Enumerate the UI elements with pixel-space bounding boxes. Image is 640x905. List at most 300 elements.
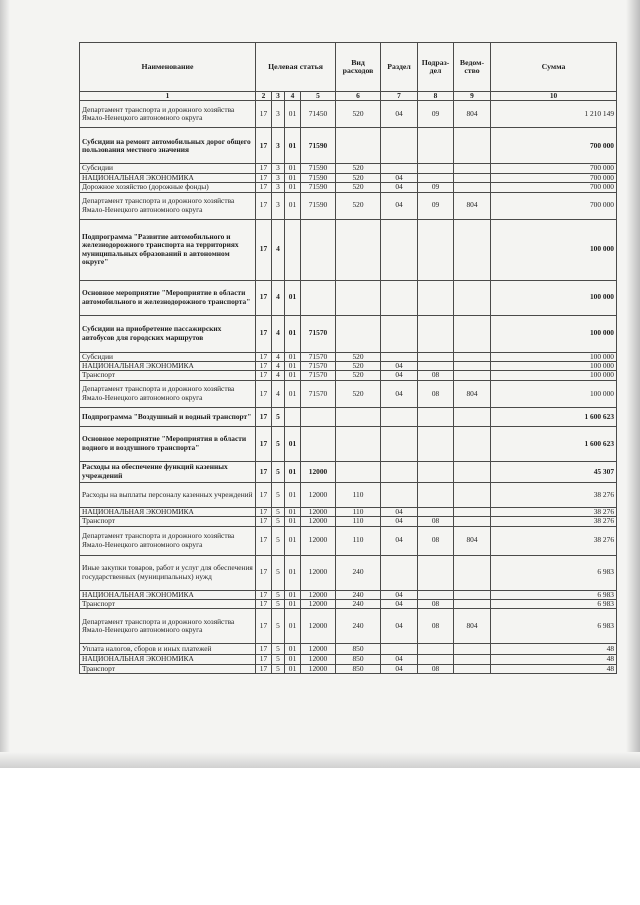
expense-type-code: 520 [336,352,381,361]
target-code-2: 5 [272,407,285,426]
target-code-2: 5 [272,609,285,644]
department-code [454,362,491,371]
table-row [80,644,617,655]
header-name: Наименование [80,43,256,92]
target-code-2: 3 [272,192,285,219]
target-code-1: 17 [256,280,272,315]
department-code: 804 [454,526,491,555]
target-code-1: 17 [256,362,272,371]
target-code-1: 17 [256,517,272,526]
target-code-2: 4 [272,315,285,352]
target-code-4 [301,407,336,426]
row-name: НАЦИОНАЛЬНАЯ ЭКОНОМИКА [80,362,256,371]
section-code [381,352,418,361]
department-code [454,219,491,280]
table-row [80,128,617,164]
header-expense-type: Вид расходов [336,43,381,92]
table-row [80,219,617,280]
column-number: 2 [256,92,272,101]
expense-type-code: 520 [336,371,381,380]
table-row [80,315,617,352]
table-row [80,407,617,426]
department-code [454,655,491,664]
sum-value: 1 600 623 [491,426,617,461]
row-name: НАЦИОНАЛЬНАЯ ЭКОНОМИКА [80,507,256,516]
expense-type-code: 240 [336,555,381,590]
target-code-3: 01 [285,609,301,644]
expense-type-code: 520 [336,164,381,173]
column-number: 3 [272,92,285,101]
sum-value: 700 000 [491,128,617,164]
target-code-3: 01 [285,526,301,555]
target-code-3: 01 [285,128,301,164]
subsection-code [418,315,454,352]
expense-type-code: 520 [336,101,381,128]
row-name: Департамент транспорта и дорожного хозяйства Ямало-Ненецкого автономного округа [80,101,256,128]
target-code-4: 12000 [301,482,336,507]
department-code [454,407,491,426]
target-code-2: 5 [272,555,285,590]
target-code-4: 71590 [301,173,336,182]
row-name: Расходы на обеспечение функций казенных учреждений [80,461,256,482]
department-code [454,461,491,482]
column-number: 4 [285,92,301,101]
sum-value: 38 276 [491,517,617,526]
target-code-3: 01 [285,655,301,664]
section-code [381,426,418,461]
table-row [80,192,617,219]
table-row [80,183,617,192]
sum-value: 45 307 [491,461,617,482]
sum-value: 700 000 [491,173,617,182]
row-name: Уплата налогов, сборов и иных платежей [80,644,256,655]
sum-value: 100 000 [491,315,617,352]
target-code-3: 01 [285,164,301,173]
row-name: Подпрограмма "Развитие автомобильного и железнодорожного транспорта на территориях муниципальных образований в автономном округе" [80,219,256,280]
sum-value: 700 000 [491,183,617,192]
expense-type-code [336,461,381,482]
expense-type-code: 520 [336,362,381,371]
target-code-2: 4 [272,362,285,371]
section-code: 04 [381,183,418,192]
sum-value: 1 600 623 [491,407,617,426]
department-code [454,644,491,655]
row-name: Дорожное хозяйство (дорожные фонды) [80,183,256,192]
table-row [80,380,617,407]
subsection-code: 08 [418,526,454,555]
column-number: 1 [80,92,256,101]
target-code-1: 17 [256,380,272,407]
page-edge-shadow-right [626,0,640,768]
target-code-2: 5 [272,526,285,555]
sum-value: 48 [491,664,617,673]
section-code [381,407,418,426]
department-code [454,173,491,182]
sum-value: 38 276 [491,507,617,516]
table-row [80,507,617,516]
target-code-1: 17 [256,664,272,673]
subsection-code [418,590,454,599]
table-row [80,352,617,361]
section-code [381,280,418,315]
target-code-4: 12000 [301,590,336,599]
section-code [381,482,418,507]
target-code-4: 12000 [301,517,336,526]
page-edge-shadow-left [0,0,10,768]
column-number: 10 [491,92,617,101]
table-row [80,426,617,461]
expense-type-code: 520 [336,192,381,219]
row-name: НАЦИОНАЛЬНАЯ ЭКОНОМИКА [80,173,256,182]
expense-type-code [336,128,381,164]
department-code [454,590,491,599]
target-code-3: 01 [285,590,301,599]
expense-type-code: 240 [336,590,381,599]
expense-type-code: 110 [336,517,381,526]
subsection-code [418,644,454,655]
subsection-code [418,507,454,516]
section-code: 04 [381,517,418,526]
section-code: 04 [381,101,418,128]
target-code-3 [285,407,301,426]
target-code-1: 17 [256,183,272,192]
subsection-code: 08 [418,600,454,609]
target-code-2: 4 [272,352,285,361]
department-code [454,315,491,352]
row-name: Транспорт [80,600,256,609]
target-code-1: 17 [256,590,272,599]
target-code-3: 01 [285,482,301,507]
target-code-1: 17 [256,371,272,380]
department-code [454,600,491,609]
table-row [80,482,617,507]
target-code-4: 71570 [301,371,336,380]
target-code-2: 4 [272,371,285,380]
target-code-4: 71450 [301,101,336,128]
expense-type-code: 110 [336,507,381,516]
target-code-4: 71590 [301,164,336,173]
target-code-2: 3 [272,101,285,128]
expense-type-code [336,315,381,352]
target-code-4: 12000 [301,600,336,609]
expense-type-code: 240 [336,600,381,609]
sum-value: 6 983 [491,609,617,644]
subsection-code [418,482,454,507]
target-code-1: 17 [256,555,272,590]
table-row [80,609,617,644]
target-code-3: 01 [285,192,301,219]
sum-value: 100 000 [491,280,617,315]
section-code: 04 [381,609,418,644]
expense-type-code [336,407,381,426]
target-code-2: 5 [272,426,285,461]
target-code-4: 12000 [301,461,336,482]
subsection-code [418,128,454,164]
target-code-1: 17 [256,644,272,655]
row-name: Департамент транспорта и дорожного хозяйства Ямало-Ненецкого автономного округа [80,192,256,219]
department-code: 804 [454,380,491,407]
row-name: Субсидии на приобретение пассажирских автобусов для городских маршрутов [80,315,256,352]
row-name: Департамент транспорта и дорожного хозяйства Ямало-Ненецкого автономного округа [80,609,256,644]
column-number: 5 [301,92,336,101]
sum-value: 100 000 [491,362,617,371]
target-code-4: 12000 [301,655,336,664]
target-code-3: 01 [285,600,301,609]
target-code-4: 71590 [301,183,336,192]
target-code-2: 5 [272,507,285,516]
target-code-1: 17 [256,609,272,644]
section-code [381,644,418,655]
target-code-3: 01 [285,380,301,407]
row-name: Расходы на выплаты персоналу казенных учреждений [80,482,256,507]
sum-value: 700 000 [491,192,617,219]
expense-type-code [336,219,381,280]
department-code: 804 [454,192,491,219]
row-name: Департамент транспорта и дорожного хозяйства Ямало-Ненецкого автономного округа [80,380,256,407]
subsection-code [418,164,454,173]
header-target-article: Целевая статья [256,43,336,92]
target-code-2: 5 [272,600,285,609]
target-code-3: 01 [285,517,301,526]
table-row [80,664,617,673]
target-code-2: 5 [272,664,285,673]
row-name: Иные закупки товаров, работ и услуг для обеспечения государственных (муниципальных) нужд [80,555,256,590]
target-code-3: 01 [285,371,301,380]
target-code-1: 17 [256,600,272,609]
section-code: 04 [381,173,418,182]
subsection-code: 09 [418,192,454,219]
target-code-4 [301,219,336,280]
header-subsection: Подраз-дел [418,43,454,92]
target-code-3: 01 [285,173,301,182]
target-code-1: 17 [256,655,272,664]
subsection-code [418,407,454,426]
target-code-1: 17 [256,407,272,426]
sum-value: 700 000 [491,164,617,173]
sum-value: 100 000 [491,352,617,361]
subsection-code [418,352,454,361]
subsection-code [418,219,454,280]
expense-type-code: 240 [336,609,381,644]
target-code-2: 4 [272,280,285,315]
target-code-2: 5 [272,644,285,655]
expense-type-code: 850 [336,644,381,655]
target-code-1: 17 [256,526,272,555]
target-code-3: 01 [285,644,301,655]
table-row [80,461,617,482]
section-code: 04 [381,192,418,219]
expense-type-code: 850 [336,655,381,664]
sum-value: 1 210 149 [491,101,617,128]
subsection-code [418,655,454,664]
target-code-3: 01 [285,461,301,482]
target-code-1: 17 [256,352,272,361]
row-name: Подпрограмма "Воздушный и водный транспорт" [80,407,256,426]
row-name: НАЦИОНАЛЬНАЯ ЭКОНОМИКА [80,655,256,664]
expense-type-code: 110 [336,482,381,507]
section-code [381,315,418,352]
target-code-1: 17 [256,164,272,173]
expense-type-code [336,280,381,315]
expense-type-code: 850 [336,664,381,673]
table-row [80,173,617,182]
target-code-4: 71570 [301,352,336,361]
section-code [381,164,418,173]
target-code-3: 01 [285,183,301,192]
target-code-1: 17 [256,482,272,507]
department-code: 804 [454,101,491,128]
subsection-code [418,555,454,590]
subsection-code [418,426,454,461]
row-name: НАЦИОНАЛЬНАЯ ЭКОНОМИКА [80,590,256,599]
section-code: 04 [381,507,418,516]
subsection-code: 08 [418,371,454,380]
subsection-code: 08 [418,380,454,407]
target-code-4 [301,426,336,461]
table-row [80,164,617,173]
section-code: 04 [381,380,418,407]
target-code-4 [301,280,336,315]
target-code-3 [285,219,301,280]
sum-value: 48 [491,655,617,664]
subsection-code: 09 [418,183,454,192]
section-code: 04 [381,362,418,371]
row-name: Основное мероприятие "Мероприятия в области водного и воздушного транспорта" [80,426,256,461]
budget-table [79,42,617,674]
target-code-1: 17 [256,192,272,219]
expense-type-code: 110 [336,526,381,555]
target-code-4: 12000 [301,644,336,655]
section-code: 04 [381,600,418,609]
target-code-3: 01 [285,280,301,315]
subsection-code [418,280,454,315]
target-code-2: 5 [272,517,285,526]
row-name: Транспорт [80,517,256,526]
target-code-2: 3 [272,183,285,192]
target-code-2: 4 [272,380,285,407]
target-code-3: 01 [285,555,301,590]
target-code-4: 12000 [301,664,336,673]
sum-value: 100 000 [491,380,617,407]
table-row [80,655,617,664]
table-row [80,526,617,555]
department-code: 804 [454,609,491,644]
column-number: 7 [381,92,418,101]
target-code-3: 01 [285,101,301,128]
sum-value: 6 983 [491,590,617,599]
department-code [454,555,491,590]
target-code-2: 5 [272,461,285,482]
target-code-2: 3 [272,164,285,173]
target-code-4: 71570 [301,380,336,407]
sum-value: 6 983 [491,555,617,590]
target-code-4: 12000 [301,526,336,555]
department-code [454,482,491,507]
department-code [454,507,491,516]
target-code-3: 01 [285,362,301,371]
row-name: Транспорт [80,371,256,380]
target-code-4: 71570 [301,315,336,352]
target-code-3: 01 [285,426,301,461]
department-code [454,352,491,361]
subsection-code [418,461,454,482]
section-code: 04 [381,371,418,380]
target-code-4: 12000 [301,507,336,516]
row-name: Субсидии [80,352,256,361]
expense-type-code: 520 [336,183,381,192]
section-code: 04 [381,664,418,673]
target-code-1: 17 [256,461,272,482]
target-code-2: 5 [272,590,285,599]
subsection-code: 08 [418,664,454,673]
sum-value: 38 276 [491,482,617,507]
row-name: Субсидии на ремонт автомобильных дорог общего пользования местного значения [80,128,256,164]
department-code [454,128,491,164]
subsection-code: 08 [418,517,454,526]
section-code: 04 [381,526,418,555]
column-number-row [80,92,617,101]
target-code-1: 17 [256,507,272,516]
header-department: Ведом-ство [454,43,491,92]
target-code-1: 17 [256,101,272,128]
row-name: Департамент транспорта и дорожного хозяйства Ямало-Ненецкого автономного округа [80,526,256,555]
department-code [454,371,491,380]
header-row [80,43,617,92]
subsection-code [418,173,454,182]
expense-type-code: 520 [336,173,381,182]
target-code-4: 12000 [301,609,336,644]
target-code-1: 17 [256,426,272,461]
sum-value: 100 000 [491,371,617,380]
target-code-2: 5 [272,655,285,664]
target-code-2: 4 [272,219,285,280]
table-row [80,280,617,315]
header-sum: Сумма [491,43,617,92]
section-code [381,461,418,482]
target-code-1: 17 [256,173,272,182]
target-code-1: 17 [256,315,272,352]
header-section: Раздел [381,43,418,92]
sum-value: 48 [491,644,617,655]
target-code-1: 17 [256,128,272,164]
page-edge-shadow-bottom [0,752,640,768]
table-row [80,555,617,590]
subsection-code [418,362,454,371]
target-code-3: 01 [285,352,301,361]
target-code-4: 71590 [301,128,336,164]
table-row [80,590,617,599]
department-code [454,183,491,192]
expense-type-code [336,426,381,461]
target-code-3: 01 [285,315,301,352]
subsection-code: 09 [418,101,454,128]
column-number: 6 [336,92,381,101]
target-code-2: 3 [272,173,285,182]
expense-type-code: 520 [336,380,381,407]
row-name: Субсидии [80,164,256,173]
section-code [381,219,418,280]
target-code-4: 12000 [301,555,336,590]
target-code-3: 01 [285,507,301,516]
section-code: 04 [381,590,418,599]
department-code [454,280,491,315]
table-row [80,517,617,526]
target-code-1: 17 [256,219,272,280]
table-row [80,362,617,371]
target-code-3: 01 [285,664,301,673]
department-code [454,664,491,673]
row-name: Транспорт [80,664,256,673]
